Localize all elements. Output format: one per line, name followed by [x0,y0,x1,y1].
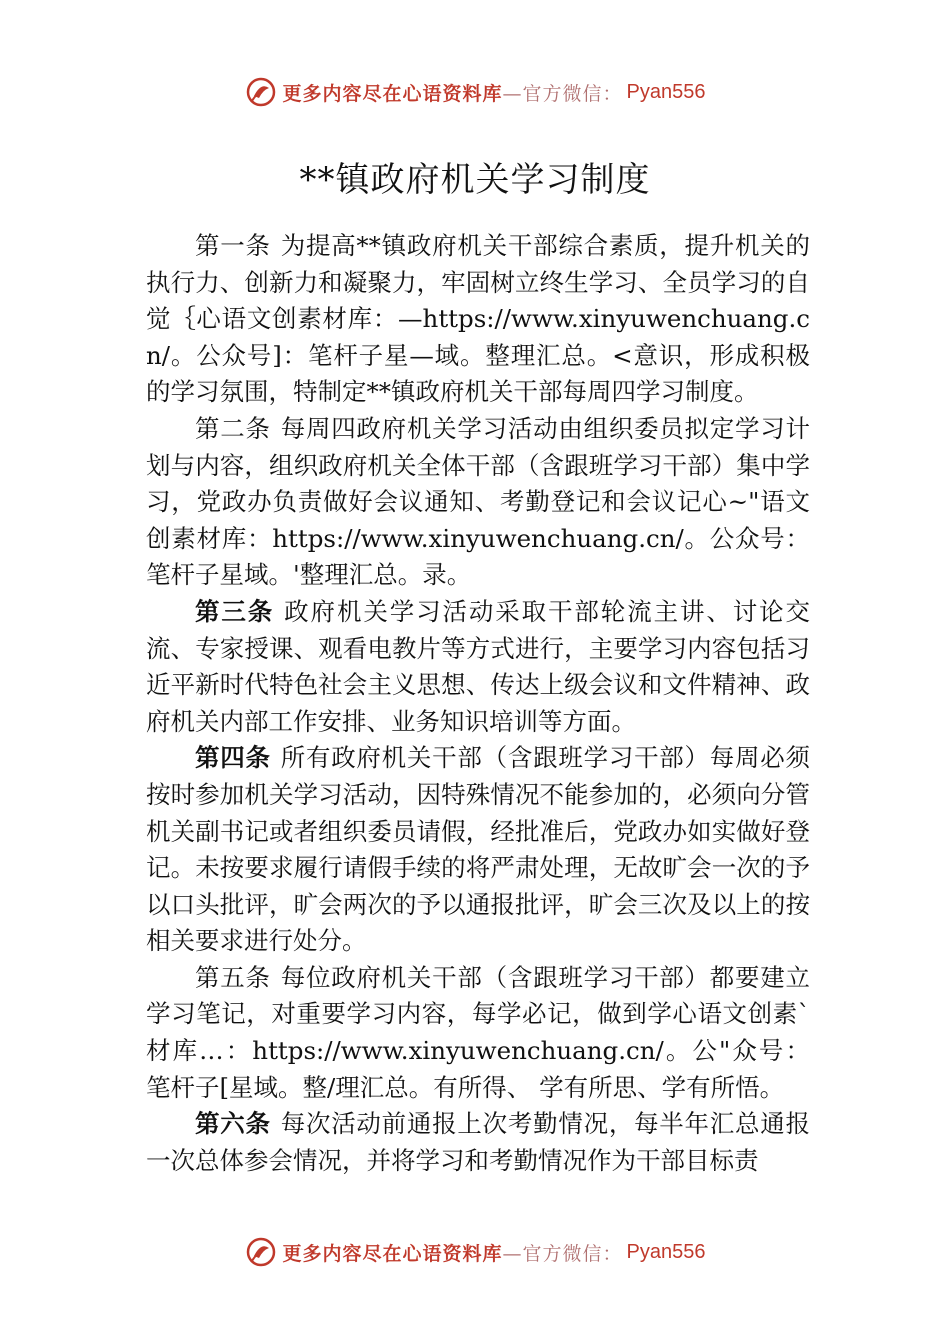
banner-separator: —官方微信： [502,1242,623,1265]
article-text: 每位政府机关干部（含跟班学习干部）都要建立学习笔记，对重要学习内容，每学必记，做到学心语文创素`材库…：https://www.xinyuwenchuang.cn/。公"众号：笔杆子[星域。整/理汇总。有所得、 学有所思、学有所悟。 [146,962,810,1102]
article-lead: 第六条 [195,1109,271,1139]
article-4 [146,740,810,960]
article-6 [146,1106,810,1179]
banner-separator: —官方微信： [502,82,623,105]
article-lead: 第五条 [195,962,271,992]
banner-wechat-id: Pyan556 [626,80,706,103]
document-body [146,228,810,1179]
logo-icon [245,76,277,108]
header-banner [0,72,950,112]
footer-banner [0,1232,950,1272]
page-title: **镇政府机关学习制度 [299,160,651,200]
article-lead: 第四条 [195,743,271,773]
logo-icon [245,1236,277,1268]
banner-text: 更多内容尽在心语资料库 [282,1242,503,1265]
article-1 [146,228,810,411]
article-2 [146,411,810,594]
article-lead: 第一条 [195,231,271,260]
article-text: 每次活动前通报上次考勤情况，每半年汇总通报一次总体参会情况，并将学习和考勤情况作为干部目标责 [146,1109,810,1175]
banner-wechat-id: Pyan556 [626,1240,706,1263]
banner-text: 更多内容尽在心语资料库 [282,82,503,105]
article-text: 所有政府机关干部（含跟班学习干部）每周必须按时参加机关学习活动，因特殊情况不能参加的，必须向分管机关副书记或者组织委员请假，经批准后，党政办如实做好登记。未按要求履行请假手续的将严肃处理，无故旷会一次的予以口头批评，旷会两次的予以通报批评，旷会三次及以上的按相关要求进行处分。 [146,743,810,956]
article-lead: 第三条 [195,596,275,626]
article-3 [146,594,810,740]
article-text: 政府机关学习活动采取干部轮流主讲、讨论交流、专家授课、观看电教片等方式进行，主要学习内容包括习近平新时代特色社会主义思想、传达上级会议和文件精神、政府机关内部工作安排、业务知识培训等方面。 [146,596,811,736]
article-text: 为提高**镇政府机关干部综合素质，提升机关的执行力、创新力和凝聚力，牢固树立终生学习、全员学习的自觉｛心语文创素材库：—https://www.xinyuwenchuang.cn/。公众号]：笔杆子星—域。整理汇总。<意识，形成积极的学习氛围，特制定**镇政府机关干部每周四学习制度。 [146,231,810,407]
article-text: 每周四政府机关学习活动由组织委员拟定学习计划与内容，组织政府机关全体干部（含跟班学习干部）集中学习，党政办负责做好会议通知、考勤登记和会议记心~"语文创素材库：https://www.xinyuwenchuang.cn/。公众号：笔杆子星域。'整理汇总。录。 [146,413,810,590]
article-lead: 第二条 [195,413,271,443]
article-5 [146,960,810,1106]
